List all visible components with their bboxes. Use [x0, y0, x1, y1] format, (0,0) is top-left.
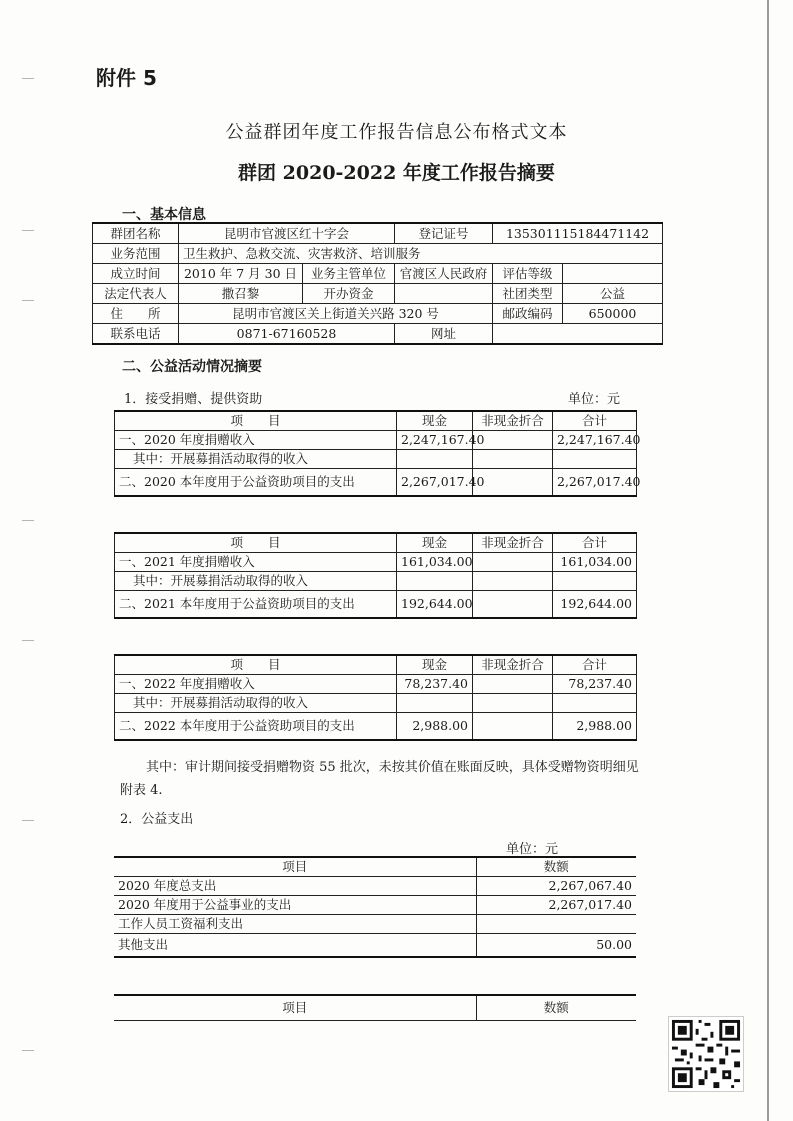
row-amount: 50.00	[476, 934, 636, 958]
note-paragraph: 其中：审计期间接受捐赠物资 55 批次，未按其价值在账面反映，具体受赠物资明细见附表 4.	[120, 760, 639, 798]
row-item: 一、2021 年度捐赠收入	[115, 553, 397, 572]
header-total: 合计	[553, 411, 637, 431]
row-item: 其中：开展募捐活动取得的收入	[115, 450, 397, 469]
table-row	[93, 264, 663, 284]
row-cash	[397, 694, 473, 713]
row-cash	[397, 450, 473, 469]
header-noncash: 非现金折合	[473, 533, 553, 553]
table-row	[115, 694, 637, 713]
header-item: 项目	[114, 857, 476, 877]
margin-mark	[22, 78, 34, 79]
cell-value	[395, 284, 493, 304]
header-amount: 数额	[476, 857, 636, 877]
header-item: 项 目	[115, 533, 397, 553]
cell-value: 2010 年 7 月 30 日	[179, 264, 303, 284]
cell-value: 公益	[563, 284, 663, 304]
table-row	[93, 284, 663, 304]
attachment-label: 附件 5	[96, 66, 157, 90]
cell-value: 650000	[563, 304, 663, 324]
table-header-row	[115, 411, 637, 431]
row-total	[553, 694, 637, 713]
table-row	[115, 713, 637, 741]
margin-mark	[22, 1050, 34, 1051]
row-noncash	[473, 572, 553, 591]
margin-mark	[22, 640, 34, 641]
margin-mark	[22, 520, 34, 521]
table-row	[114, 934, 636, 958]
margin-mark	[22, 230, 34, 231]
row-noncash	[473, 553, 553, 572]
cell-value: 卫生救护、急救交流、灾害救济、培训服务	[179, 244, 663, 264]
donation-table-2021	[114, 532, 637, 619]
table-row	[114, 896, 636, 915]
cell-value: 昆明市官渡区关上街道关兴路 320 号	[179, 304, 493, 324]
row-cash	[397, 572, 473, 591]
margin-mark	[22, 820, 34, 821]
row-total: 2,988.00	[553, 713, 637, 741]
header-noncash: 非现金折合	[473, 655, 553, 675]
table-row	[93, 223, 663, 244]
cell-value: 0871-67160528	[179, 324, 395, 345]
row-noncash	[473, 591, 553, 619]
table-row	[93, 244, 663, 264]
cell-label: 社团类型	[493, 284, 563, 304]
table-row	[115, 469, 637, 497]
table-header-row	[114, 995, 636, 1021]
row-noncash	[473, 713, 553, 741]
table-row	[115, 591, 637, 619]
row-cash: 192,644.00	[397, 591, 473, 619]
header-amount: 数额	[476, 995, 636, 1021]
cell-value: 昆明市官渡区红十字会	[179, 223, 395, 244]
row-total	[553, 572, 637, 591]
header-cash: 现金	[397, 533, 473, 553]
cell-label: 联系电话	[93, 324, 179, 345]
table-row	[115, 572, 637, 591]
cell-label: 网址	[395, 324, 493, 345]
row-cash: 2,988.00	[397, 713, 473, 741]
row-noncash	[473, 450, 553, 469]
qr-code-icon	[668, 1016, 744, 1092]
cell-value: 官渡区人民政府	[395, 264, 493, 284]
spending-table-2	[114, 994, 636, 1021]
margin-mark	[22, 300, 34, 301]
header-noncash: 非现金折合	[473, 411, 553, 431]
cell-value	[563, 264, 663, 284]
row-amount	[476, 915, 636, 934]
header-total: 合计	[553, 655, 637, 675]
table-row	[93, 304, 663, 324]
row-item: 2020 年度总支出	[114, 877, 476, 896]
unit-label-2: 单位：元	[506, 842, 559, 857]
table-row	[115, 450, 637, 469]
table-header-row	[115, 655, 637, 675]
cell-label: 群团名称	[93, 223, 179, 244]
row-cash: 2,247,167.40	[397, 431, 473, 450]
row-item: 二、2020 本年度用于公益资助项目的支出	[115, 469, 397, 497]
basic-info-table	[92, 222, 663, 345]
cell-label: 住 所	[93, 304, 179, 324]
unit-label: 单位：元	[568, 392, 621, 407]
donation-table-2022	[114, 654, 637, 741]
header-cash: 现金	[397, 655, 473, 675]
row-item: 2020 年度用于公益事业的支出	[114, 896, 476, 915]
row-amount: 2,267,067.40	[476, 877, 636, 896]
row-total: 192,644.00	[553, 591, 637, 619]
cell-label: 邮政编码	[493, 304, 563, 324]
table-row	[115, 553, 637, 572]
table-row	[114, 877, 636, 896]
cell-label: 法定代表人	[93, 284, 179, 304]
cell-value	[493, 324, 663, 345]
cell-label: 成立时间	[93, 264, 179, 284]
cell-label: 业务范围	[93, 244, 179, 264]
row-total: 78,237.40	[553, 675, 637, 694]
spending-table	[114, 856, 636, 958]
row-total: 2,267,017.40	[553, 469, 637, 497]
header-item: 项 目	[115, 655, 397, 675]
row-total: 2,247,167.40	[553, 431, 637, 450]
cell-label: 业务主管单位	[303, 264, 395, 284]
cell-label: 开办资金	[303, 284, 395, 304]
row-item: 其中：开展募捐活动取得的收入	[115, 572, 397, 591]
row-noncash	[473, 675, 553, 694]
row-item: 一、2020 年度捐赠收入	[115, 431, 397, 450]
row-noncash	[473, 694, 553, 713]
header-total: 合计	[553, 533, 637, 553]
table-row	[93, 324, 663, 345]
row-item: 二、2021 本年度用于公益资助项目的支出	[115, 591, 397, 619]
document-title: 公益群团年度工作报告信息公布格式文本	[225, 122, 568, 143]
table-row	[115, 675, 637, 694]
row-cash: 78,237.40	[397, 675, 473, 694]
table-row	[115, 431, 637, 450]
header-item: 项目	[114, 995, 476, 1021]
cell-value: 135301115184471142	[493, 223, 663, 244]
cell-label: 登记证号	[395, 223, 493, 244]
row-item: 一、2022 年度捐赠收入	[115, 675, 397, 694]
section-heading-activities: 二、公益活动情况摘要	[122, 359, 262, 375]
table-header-row	[115, 533, 637, 553]
row-total: 161,034.00	[553, 553, 637, 572]
row-item: 其中：开展募捐活动取得的收入	[115, 694, 397, 713]
row-cash: 161,034.00	[397, 553, 473, 572]
section-heading-basic-info: 一、基本信息	[122, 207, 206, 223]
row-cash: 2,267,017.40	[397, 469, 473, 497]
table-row	[114, 915, 636, 934]
header-cash: 现金	[397, 411, 473, 431]
table-header-row	[114, 857, 636, 877]
document-subtitle: 群团 2020-2022 年度工作报告摘要	[238, 162, 555, 184]
part2-label: 2．公益支出	[120, 812, 194, 827]
row-item: 其他支出	[114, 934, 476, 958]
row-total	[553, 450, 637, 469]
row-amount: 2,267,017.40	[476, 896, 636, 915]
cell-value: 撒召黎	[179, 284, 303, 304]
row-item: 工作人员工资福利支出	[114, 915, 476, 934]
header-item: 项 目	[115, 411, 397, 431]
part1-label: 1．接受捐赠、提供资助	[124, 392, 263, 407]
donation-table-2020	[114, 410, 641, 497]
row-item: 二、2022 本年度用于公益资助项目的支出	[115, 713, 397, 741]
cell-label: 评估等级	[493, 264, 563, 284]
